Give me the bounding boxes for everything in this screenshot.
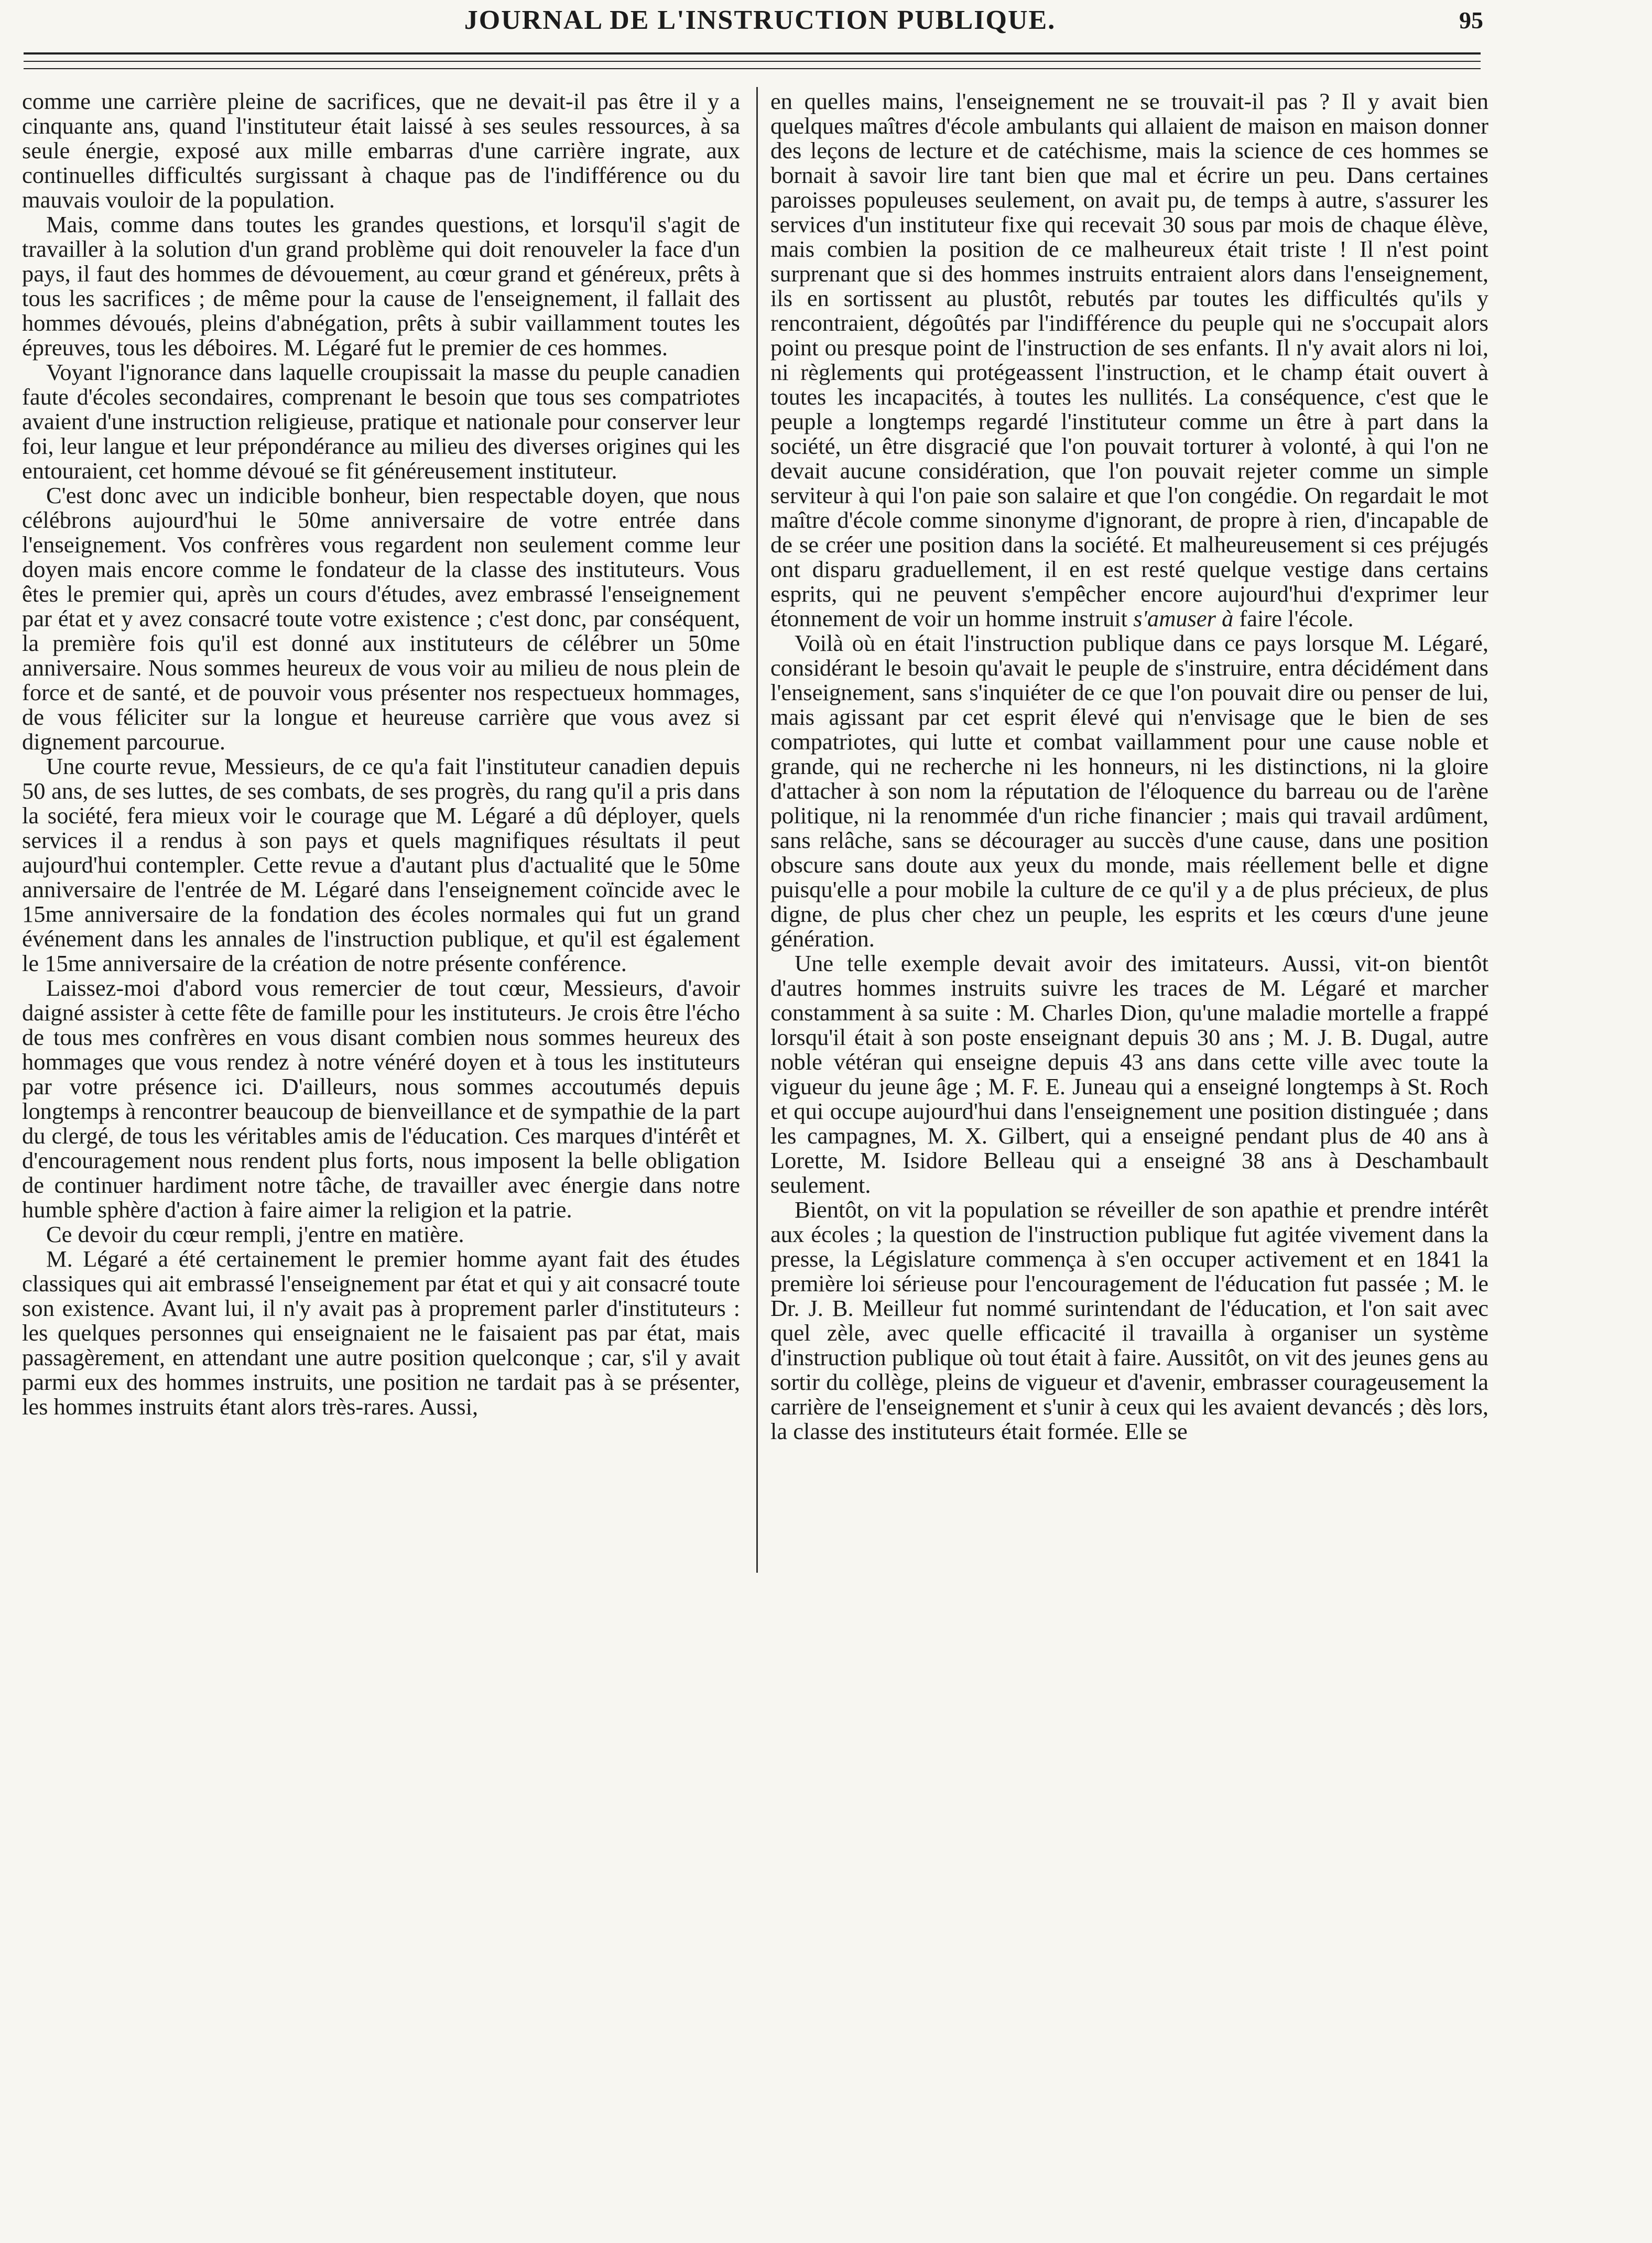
header-rule: [24, 52, 1481, 55]
paragraph: Voyant l'ignorance dans laquelle croupissait la masse du peuple canadien faute d'écoles secondaires, comprenant le besoin que tous ses compatriotes avaient d'une instruction religieuse, pratique et nationale pour conserver leur foi, leur langue et leur prépondérance au milieu des diverses origines qui les entouraient, cet homme dévoué se fit généreusement instituteur.: [22, 359, 740, 484]
paragraph: Voilà où en était l'instruction publique dans ce pays lorsque M. Légaré, considérant le besoin qu'avait le peuple de s'instruire, entra décidément dans l'enseignement, sans s'inquiéter de ce que l'on pouvait dire ou penser de lui, mais agissant par cet esprit élevé qui n'envisage que le bien de ses compatriotes, qui lutte et combat vaillamment pour une cause noble et grande, qui ne recherche ni les honneurs, ni les distinctions, ni la gloire d'attacher à son nom la réputation de l'éloquence du barreau ou de l'arène politique, ni la renommée d'un riche financier ; mais qui travail ardûment, sans relâche, sans se décourager au succès d'une cause, dans une position obscure sans doute aux yeux du monde, mais réellement belle et digne puisqu'elle a pour mobile la culture de ce qu'il y a de plus précieux, de plus digne, de plus cher chez un peuple, les esprits et les cœurs d'une jeune génération.: [770, 630, 1488, 952]
paragraph: Mais, comme dans toutes les grandes questions, et lorsqu'il s'agit de travailler à la solution d'un grand problème qui doit renouveler la face d'un pays, il faut des hommes de dévouement, au cœur grand et généreux, prêts à tous les sacrifices ; de même pour la cause de l'enseignement, il fallait des hommes dévoués, pleins d'abnégation, prêts à subir vaillamment toutes les épreuves, tous les déboires. M. Légaré fut le premier de ces hommes.: [22, 211, 740, 361]
page-header: [37, 4, 1483, 45]
italic-phrase: s'amuser à: [1133, 605, 1234, 631]
paragraph: Laissez-moi d'abord vous remercier de tout cœur, Messieurs, d'avoir daigné assister à cette fête de famille pour les instituteurs. Je crois être l'écho de tous mes confrères en vous disant combien nous sommes heureux des hommages que vous rendez à notre vénéré doyen et à tous les instituteurs par votre présence ici. D'ailleurs, nous sommes accoutumés depuis longtemps à rencontrer beaucoup de bienveillance et de sympathie de la part du clergé, de tous les véritables amis de l'éducation. Ces marques d'intérêt et d'encouragement nous rendent plus forts, nous imposent la belle obligation de continuer hardiment notre tâche, de travailler avec énergie dans notre humble sphère d'action à faire aimer la religion et la patrie.: [22, 975, 740, 1223]
header-rule: [24, 68, 1481, 69]
left-column: [22, 89, 740, 1419]
paragraph: Bientôt, on vit la population se réveiller de son apathie et prendre intérêt aux écoles ; la question de l'instruction publique fut agitée vivement dans la presse, la Législature commença à s'en occuper activement et en 1841 la première loi sérieuse pour l'encouragement de l'éducation fut passée ; M. le Dr. J. B. Meilleur fut nommé surintendant de l'éducation, et l'on sait avec quel zèle, avec quelle efficacité il travailla à organiser un système d'instruction publique où tout était à faire. Aussitôt, on vit des jeunes gens au sortir du collège, pleins de vigueur et d'avenir, embrasser courageusement la carrière de l'enseignement et s'unir à ceux qui les avaient devancés ; dès lors, la classe des instituteurs était formée. Elle se: [770, 1196, 1488, 1444]
paragraph: [770, 89, 1488, 631]
paragraph: Une telle exemple devait avoir des imitateurs. Aussi, vit-on bientôt d'autres hommes instruits suivre les traces de M. Légaré et marcher constamment à sa suite : M. Charles Dion, qu'une maladie mortelle a frappé lorsqu'il était à son poste enseignant depuis 30 ans ; M. J. B. Dugal, autre noble vétéran qui enseigne depuis 43 ans dans cette ville avec toute la vigueur du jeune âge ; M. F. E. Juneau qui a enseigné longtemps à St. Roch et qui occupe aujourd'hui dans l'enseignement une position distinguée ; dans les campagnes, M. X. Gilbert, qui a enseigné pendant plus de 40 ans à Lorette, M. Isidore Belleau qui a enseigné 38 ans à Deschambault seulement.: [770, 950, 1488, 1198]
paragraph: comme une carrière pleine de sacrifices, que ne devait-il pas être il y a cinquante ans, quand l'instituteur était laissé à ses seules ressources, à sa seule énergie, exposé aux mille embarras d'une carrière ingrate, aux continuelles difficultés surgissant à chaque pas de l'indifférence ou du mauvais vouloir de la population.: [22, 88, 740, 213]
paragraph: C'est donc avec un indicible bonheur, bien respectable doyen, que nous célébrons aujourd'hui le 50me anniversaire de votre entrée dans l'enseignement. Vos confrères vous regardent non seulement comme leur doyen mais encore comme le fondateur de la classe des instituteurs. Vous êtes le premier qui, après un cours d'études, avez embrassé l'enseignement par état et y avez consacré toute votre existence ; c'est donc, par conséquent, la première fois qu'il est donné aux instituteurs de célébrer un 50me anniversaire. Nous sommes heureux de vous voir au milieu de nous plein de force et de santé, et de pouvoir vous présenter nos respectueux hommages, de vous féliciter sur la longue et heureuse carrière que vous avez si dignement parcourue.: [22, 482, 740, 755]
right-column: [770, 89, 1488, 1444]
column-divider: [756, 87, 758, 1573]
paragraph-text: faire l'école.: [1239, 605, 1354, 631]
journal-title: JOURNAL DE L'INSTRUCTION PUBLIQUE.: [464, 5, 1056, 35]
paragraph: Une courte revue, Messieurs, de ce qu'a fait l'instituteur canadien depuis 50 ans, de ses luttes, de ses combats, de ses progrès, du rang qu'il a pris dans la société, fera mieux voir le courage que M. Légaré a dû déployer, quels services il a rendus à son pays et quels magnifiques résultats il peut aujourd'hui contempler. Cette revue a d'autant plus d'actualité que le 50me anniversaire de l'entrée de M. Légaré dans l'enseignement coïncide avec le 15me anniversaire de la fondation des écoles normales qui fut un grand événement dans les annales de l'instruction publique, et qu'il est également le 15me anniversaire de la création de notre présente conférence.: [22, 753, 740, 976]
paragraph: M. Légaré a été certainement le premier homme ayant fait des études classiques qui ait embrassé l'enseignement par état et qui y ait consacré toute son existence. Avant lui, il n'y avait pas à proprement parler d'instituteurs : les quelques personnes qui enseignaient ne le faisaient pas par état, mais passagèrement, en attendant une autre position quelconque ; car, s'il y avait parmi eux des hommes instruits, une position ne tardait pas à se présenter, les hommes instruits étant alors très-rares. Aussi,: [22, 1246, 740, 1420]
header-rule: [24, 61, 1481, 62]
paragraph-text: en quelles mains, l'enseignement ne se trouvait-il pas ? Il y avait bien quelques maîtres d'école ambulants qui allaient de maison en maison donner des leçons de lecture et de catéchisme, mais la science de ces hommes se bornait à savoir lire tant bien que mal et écrire un peu. Dans certaines paroisses populeuses seulement, on avait pu, de temps à autre, s'assurer les services d'un instituteur fixe qui recevait 30 sous par mois de chaque élève, mais combien la position de ce malheureux était triste ! Il n'est point surprenant que si des hommes instruits entraient alors dans l'enseignement, ils en sortissent au plustôt, rebutés par toutes les difficultés qu'ils y rencontraient, dégoûtés par l'indifférence du peuple qui ne s'occupait alors point ou presque point de l'instruction de ses enfants. Il n'y avait alors ni loi, ni règlements qui protégeassent l'instruction, et le champ était ouvert à toutes les incapacités, à toutes les nullités. La conséquence, c'est que le peuple a longtemps regardé l'instituteur comme un être à part dans la société, un être disgracié que l'on pouvait torturer à volonté, à qui l'on ne devait aucune considération, que l'on pouvait rejeter comme un simple serviteur à qui l'on paie son salaire et que l'on congédie. On regardait le mot maître d'école comme sinonyme d'ignorant, de propre à rien, d'incapable de de se créer une position dans la société. Et malheureusement si ces préjugés ont disparu graduellement, il en est resté quelque vestige dans certains esprits, qui ne peuvent s'empêcher encore aujourd'hui d'exprimer leur étonnement de voir un homme instruit: [770, 88, 1488, 631]
page-number: 95: [1459, 7, 1483, 34]
paragraph: Ce devoir du cœur rempli, j'entre en matière.: [46, 1221, 464, 1247]
